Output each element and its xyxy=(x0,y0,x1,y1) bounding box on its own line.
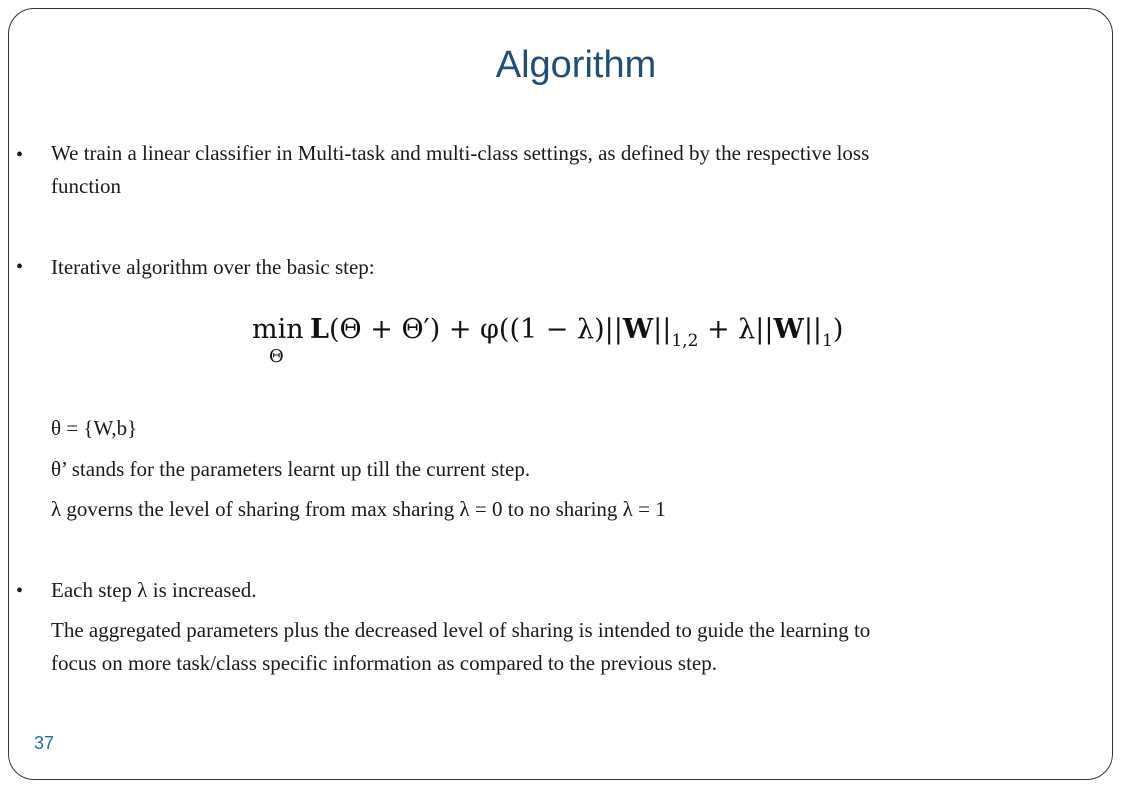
formula-loss-symbol: L xyxy=(310,314,329,345)
theta-definition: θ = {W,b} xyxy=(51,416,138,440)
bullet-1-line-1: We train a linear classifier in Multi-task and multi-class settings, as defined by the respective loss xyxy=(51,141,870,165)
lambda-definition: λ governs the level of sharing from max sharing λ = 0 to no sharing λ = 1 xyxy=(51,497,666,521)
bullet-3-line-3: focus on more task/class specific information as compared to the previous step. xyxy=(51,651,717,675)
formula-part-5: + λ|| xyxy=(698,314,774,345)
loss-formula xyxy=(252,310,892,372)
formula-weight-symbol-1: W xyxy=(622,314,654,345)
formula-sub-1: 1 xyxy=(822,331,833,351)
bullet-3-line-1: Each step λ is increased. xyxy=(51,578,257,602)
formula-weight-symbol-2: W xyxy=(773,314,804,345)
formula-part-4: || xyxy=(653,314,672,345)
bullet-marker-1: • xyxy=(16,144,24,166)
theta-prime-definition: θ’ stands for the parameters learnt up till the current step. xyxy=(51,457,531,481)
formula-part-8: ) xyxy=(832,314,844,345)
slide-number: 37 xyxy=(34,733,55,753)
bullet-2-line-1: Iterative algorithm over the basic step: xyxy=(51,255,375,279)
bullet-marker-3: • xyxy=(16,580,24,602)
formula-min-operator: min xyxy=(252,314,304,345)
bullet-3-line-2: The aggregated parameters plus the decreased level of sharing is intended to guide the learning to xyxy=(51,618,871,642)
bullet-marker-2: • xyxy=(16,256,24,278)
formula-expression xyxy=(310,314,843,351)
formula-part-7: || xyxy=(803,314,823,345)
bullet-1-line-2: function xyxy=(51,174,121,198)
formula-min-subscript: Θ xyxy=(269,346,284,367)
slide-title: Algorithm xyxy=(495,44,657,86)
formula-part-2: (Θ + Θ′) + φ((1 − λ)|| xyxy=(328,314,623,345)
formula-sub-1-2: 1,2 xyxy=(671,331,699,351)
